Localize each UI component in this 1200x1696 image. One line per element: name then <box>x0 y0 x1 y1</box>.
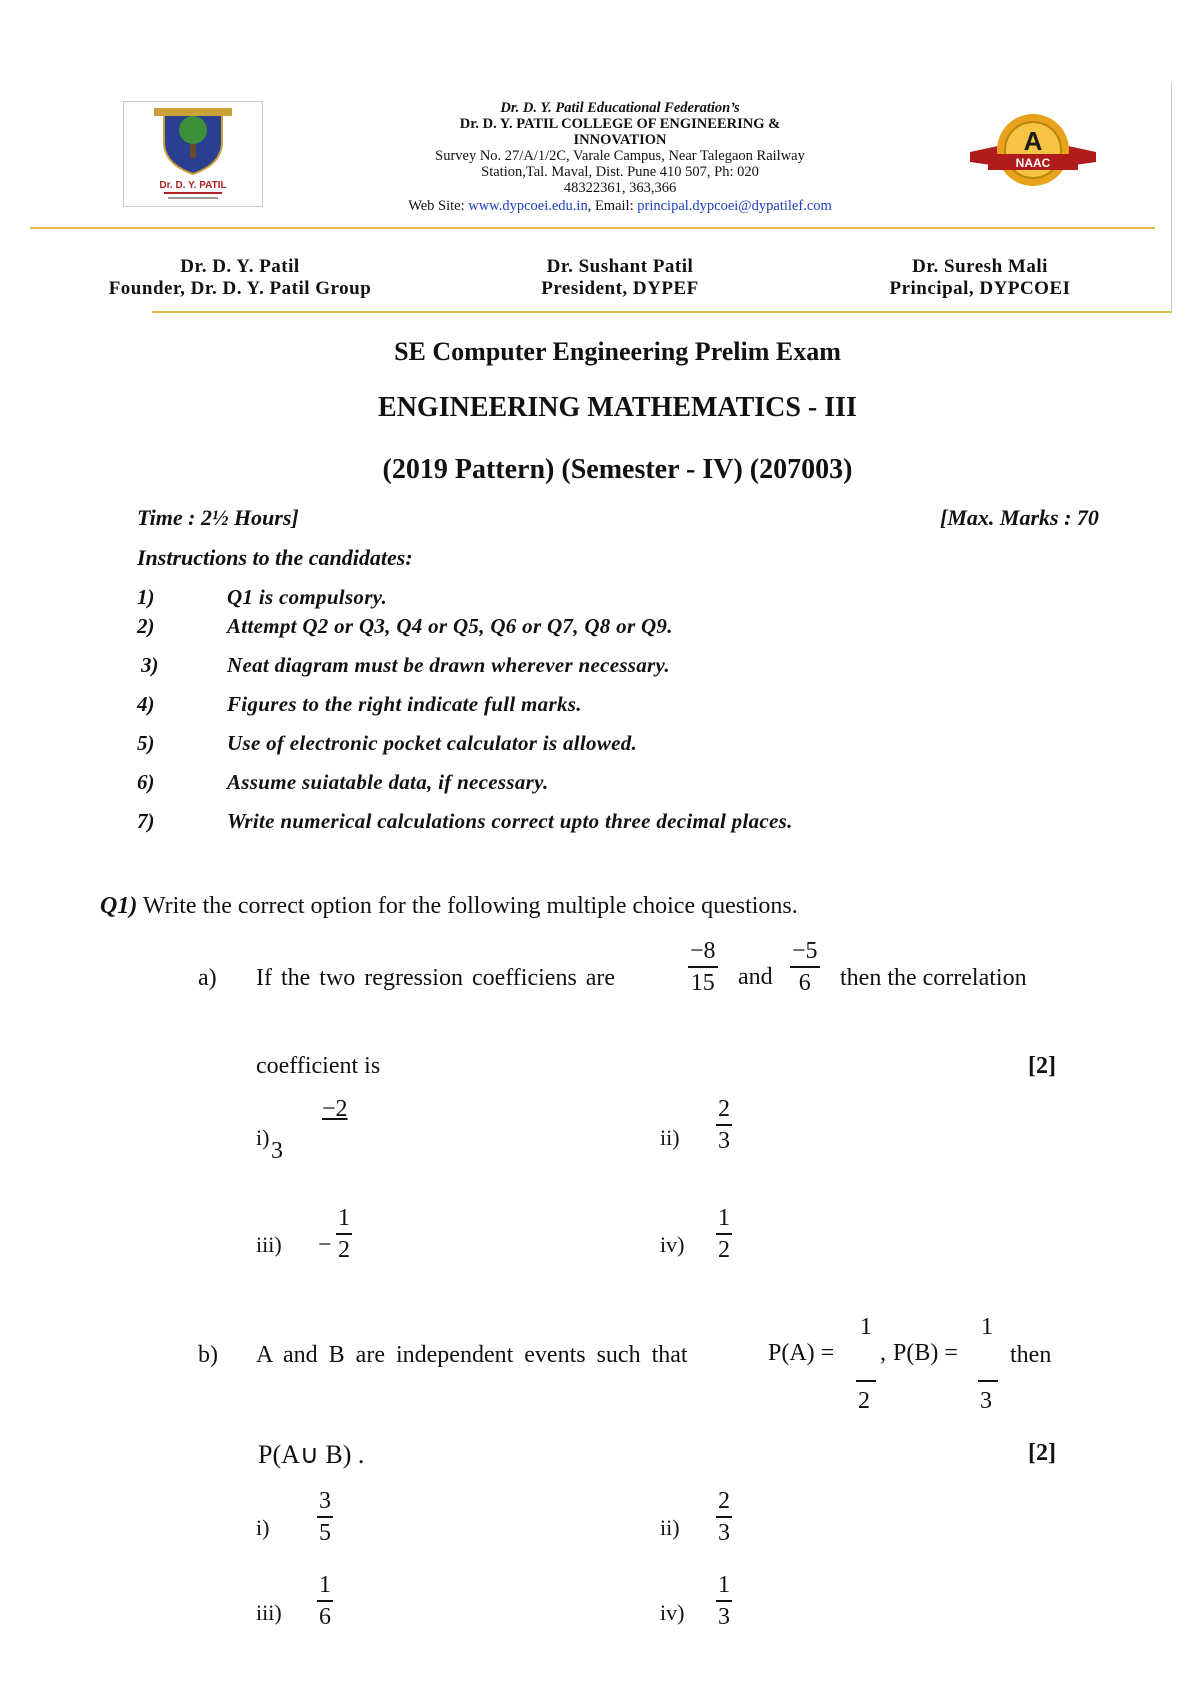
instruction-text: Neat diagram must be drawn wherever necessary. <box>227 653 670 677</box>
q1b-text: A and B are independent events such that <box>256 1342 688 1368</box>
q1a-fraction-1: $\frac{-8}{15}$ <box>690 938 716 996</box>
instruction-text: Write numerical calculations correct upto three decimal places. <box>227 809 793 833</box>
instruction-text: Use of electronic pocket calculator is allowed. <box>227 731 638 755</box>
question-1: Q1) Write the correct option for the following multiple choice questions. <box>100 893 798 919</box>
option-label: ii) <box>660 1515 680 1540</box>
q1b-pa-den: 2 <box>858 1388 870 1414</box>
q1a-marks: [2] <box>1028 1053 1056 1079</box>
q1a-text-line2: coefficient is <box>256 1053 381 1079</box>
subject-title: ENGINEERING MATHEMATICS - III <box>378 392 857 423</box>
q1b-pa-num: 1 <box>860 1314 872 1340</box>
option-label: iv) <box>660 1232 685 1257</box>
header-border <box>1171 82 1172 312</box>
svg-text:A: A <box>1023 126 1043 156</box>
option-fraction: $\frac{2}{3}$ <box>718 1096 730 1154</box>
person-founder: Dr. D. Y. Patil Founder, Dr. D. Y. Patil Group <box>108 256 372 299</box>
instruction-number: 3) <box>141 653 159 677</box>
pattern-title: (2019 Pattern) (Semester - IV) (207003) <box>382 454 853 485</box>
instruction-number: 6) <box>137 770 155 794</box>
option-prefix: − <box>318 1232 332 1258</box>
option-label: ii) <box>660 1125 680 1150</box>
q1b-pb: P(B) = <box>893 1340 958 1366</box>
option-numerator: −2 <box>322 1096 348 1122</box>
q1b-text-line2: P(A∪ B) . <box>258 1440 365 1469</box>
college-name: Dr. D. Y. PATIL COLLEGE OF ENGINEERING & INNOVATION <box>459 116 781 148</box>
person-principal: Dr. Suresh Mali Principal, DYPCOEI <box>889 256 1071 299</box>
federation-name: Dr. D. Y. Patil Educational Federation’s <box>500 100 740 116</box>
q1a-fraction-2: $\frac{-5}{6}$ <box>792 938 818 996</box>
instruction-number: 1) <box>137 585 155 609</box>
max-marks-label: [Max. Marks : 70 <box>940 505 1099 530</box>
instruction-text: Figures to the right indicate full marks. <box>227 692 582 716</box>
svg-text:Dr. D. Y. PATIL: Dr. D. Y. PATIL <box>159 180 227 191</box>
q1b-pb-den: 3 <box>980 1388 992 1414</box>
exam-title: SE Computer Engineering Prelim Exam <box>394 337 841 366</box>
q1b-label: b) <box>198 1342 218 1368</box>
college-address: Survey No. 27/A/1/2C, Varale Campus, Near Talegaon Railway Station,Tal. Maval, Dist. Pune 410 507, Ph: 020 48322361, 363,366 <box>435 148 805 196</box>
instruction-text: Attempt Q2 or Q3, Q4 or Q5, Q6 or Q7, Q8 or Q9. <box>227 614 673 638</box>
q1b-pa-bar <box>856 1380 876 1382</box>
instruction-text: Assume suiatable data, if necessary. <box>227 770 549 794</box>
q1a-text: If the two regression coefficiens are <box>256 965 616 991</box>
header-divider <box>30 227 1155 229</box>
instructions-heading: Instructions to the candidates: <box>137 545 413 570</box>
option-label: iii) <box>256 1232 282 1257</box>
option-denominator: 3 <box>271 1138 283 1164</box>
option-fraction: $\frac{3}{5}$ <box>319 1488 331 1546</box>
q1b-marks: [2] <box>1028 1440 1056 1466</box>
option-label: iv) <box>660 1600 685 1625</box>
option-fraction: $\frac{1}{2}$ <box>338 1205 350 1263</box>
instruction-number: 7) <box>137 809 155 833</box>
option-label: i) <box>256 1515 270 1540</box>
q1b-pb-num: 1 <box>981 1314 993 1340</box>
q1b-pa: P(A) = <box>768 1340 835 1366</box>
college-logo <box>123 101 263 207</box>
naac-badge <box>968 110 1098 195</box>
svg-text:NAAC: NAAC <box>1015 156 1051 170</box>
instruction-number: 5) <box>137 731 155 755</box>
time-label: Time : 2½ Hours] <box>137 505 299 530</box>
option-label: i) <box>256 1125 270 1150</box>
email-link[interactable]: principal.dypcoei@dypatilef.com <box>637 198 832 214</box>
instruction-number: 4) <box>137 692 155 716</box>
instruction-number: 2) <box>137 614 155 638</box>
q1a-and: and <box>738 964 773 990</box>
option-label: iii) <box>256 1600 282 1625</box>
option-fraction: $\frac{1}{6}$ <box>319 1572 331 1630</box>
option-fraction: $\frac{2}{3}$ <box>718 1488 730 1546</box>
contact-line: Web Site: www.dypcoei.edu.in, Email: principal.dypcoei@dypatilef.com <box>408 198 832 214</box>
q1a-label: a) <box>198 965 217 991</box>
q1a-text-after: then the correlation <box>840 965 1027 991</box>
option-fraction: $\frac{1}{2}$ <box>718 1205 730 1263</box>
instruction-text: Q1 is compulsory. <box>227 585 388 609</box>
q1b-comma: , <box>880 1340 886 1366</box>
person-president: Dr. Sushant Patil President, DYPEF <box>541 256 699 299</box>
q1b-text-after: then <box>1010 1342 1052 1368</box>
option-fraction: $\frac{1}{3}$ <box>718 1572 730 1630</box>
people-divider <box>152 311 1172 313</box>
q1b-pb-bar <box>978 1380 998 1382</box>
website-link[interactable]: www.dypcoei.edu.in <box>468 198 588 214</box>
